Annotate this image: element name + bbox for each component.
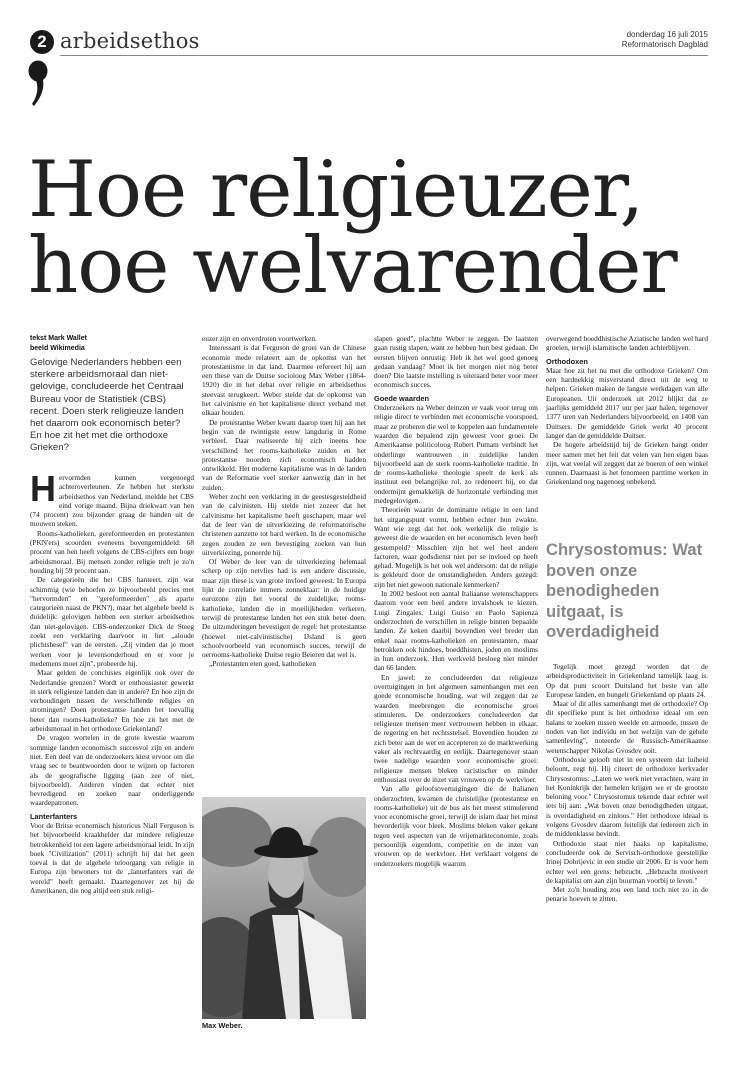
- drop-cap: H: [30, 468, 56, 509]
- byline-image: beeld Wikimedia: [30, 345, 85, 352]
- headline-line-2: hoe welvarender: [28, 221, 677, 311]
- paragraph: Of Weber de leer van de uitverkiezing helemaal scherp op zijn netvlies had is een andere discussie, maar zijn these is van grote invloed geweest. In Europa lijkt de correlatie immers zonneklaar: in de huidige eurozone zijn het vooral de zuidelijke, rooms-katholieke, landen die in moeilijkheden verkeren, terwijl de protestantse landen het een stuk beter doen. De uitzonderingen bevestigen de regel: het protestantse (hoewel niet-calvinistische) IJsland is geen schoolvoorbeeld van economisch succes, terwijl de oerrooms-katholieke Duitse regio Beieren dat wel is.: [202, 557, 366, 660]
- article-column-1: [30, 468, 194, 896]
- header-rule: [60, 55, 708, 56]
- headline-line-1: Hoe religieuzer,: [28, 145, 644, 235]
- paragraph: euzer zijn en onverdroten voortwerken.: [202, 334, 317, 343]
- subheading: Lanterfanters: [30, 811, 78, 821]
- paragraph: Maar hoe zit het nu met die orthodoxe Grieken? Om een hardnekkig misverstand direct uit de weg te helpen: Grieken maken de langste werkdagen van alle Europeanen. Uit onderzoek uit 2012 blijkt dat ze jaarlijks gemiddeld 2017 uur per jaar halen, tegenover 1377 uren van Nederlanders bijvoorbeeld, en 1408 van Duitsers. De gemiddelde Griek werkt 40 procent langer dan de gemiddelde Duitser.: [546, 365, 708, 440]
- article-column-2: [202, 334, 366, 669]
- paragraph: De hogere arbeidstijd bij de Grieken hangt onder meer samen met het feit dat velen van hen eigen baas zijn, wat veelal wil zeggen dat ze boeren of een winkel runnen. Daarnaast is het fenomeen parttime werken in Griekenland nog nagenoeg onbekend.: [546, 440, 708, 487]
- paragraph: slapen goed", plachtte Weber te zeggen. De laatsten gaan rustig slapen, want ze hebben hun best gedaan. De eersten blijven onrustig: Heb ik het wel goed genoeg gedaan vandaag? Moet ik het morgen niet nóg beter doen? Die laatste instelling is uiteraard beter voor meer economisch succes.: [374, 334, 538, 390]
- article-column-4: [546, 334, 708, 487]
- comma-logo: [28, 60, 48, 108]
- byline: [30, 334, 87, 354]
- page-number: 2: [30, 30, 54, 54]
- subheading: Goede waarden: [374, 393, 430, 403]
- paragraph: Orthodoxie staat niet haaks op kapitalisme, concludeerde ook de Servisch-orthodoxe geestelijke Irinej Dobrijevic in een studie uit 2006. Er is voor hem echter wel een grens: hebzucht. „Hebzucht motiveert de kapitalist om aan zijn buurman voorbij te leven.": [546, 838, 708, 885]
- byline-text: tekst Mark Wallet: [30, 335, 87, 342]
- headline: [28, 145, 718, 311]
- pull-quote: Chrysostomus: Wat boven onze benodigheden uitgaat, is overdadigheid: [546, 540, 703, 641]
- paragraph: Theorieën waarin de dominante religie in een land het uitgangspunt vormt, hebben echter hun zwakte. Want wie zegt dat het ook werkelijk die religie is geweest die de waarden en het economisch leven heeft gestempeld? Misschien zijn het wel heel andere factoren, waar godsdienst niet per se invloed op heeft gehad. Mogelijk is het ook wel andersom: dat de religie is gekleurd door de omstandigheden. Anders gezegd: zijn het niet gewoon nationale kenmerken?: [374, 505, 538, 589]
- paragraph: [30, 468, 194, 529]
- paragraph: Van alle geloofsovertuigingen die de Italianen onderzochten, kwamen de christelijke (protestantse en rooms-katholieke) uit de bus als het meest stimulerend voor economische groei, terwijl de islam daar het minst bevorderlijk voor bleek. Moslims bleken vaker gekant tegen veel aspecten van de vrijemarkteconomie, zoals persoonlijk eigendom, competitie en de inzet van vrouwen op de werkvloer. Het verklaart volgens de onderzoekers mogelijk waarom: [374, 784, 538, 868]
- paragraph: Weber zocht een verklaring in de geestesgesteldheid van de calvinisten. Hij stelde niet zozeer dat het calvinisme het kapitalisme heeft geschapen, maar wel dat de leer van de uitverkiezing de reformatorische christenen aanzette tot hard werken. In de economische zegen zouden ze een bevestiging zoeken van hun uitverkiezing, poneerde hij.: [202, 492, 366, 557]
- paragraph: Met zo'n houding zou een land toch niet zo in de penarie hoeven te zitten.: [546, 885, 708, 904]
- paragraph: In 2002 besloot een aantal Italiaanse wetenschappers daarom voor een heel andere invalshoek te kiezen. Luigi Zingales, Luigi Guiso en Paolo Sapienza onderzochten de verschillen in religie binnen bepaalde landen. Ze keken daarbij bovendien veel breder dan enkel naar rooms-katholieken en protestanten, maar betrokken ook hindoes, boeddhisten, joden en moslims in hun onderzoek. Hun werkveld besloeg niet minder dan 66 landen.: [374, 589, 538, 673]
- paragraph: „Protestanten eten goed, katholieken: [209, 659, 316, 669]
- article-column-4-continued: [546, 662, 708, 904]
- paragraph: De protestantse Weber kwam daarop toen hij aan het begin van de twintigste eeuw langdurig in Rome verbleef. Daar realiseerde hij zich ineens hoe verschillend het rooms-katholieke zuiden en het protestantse noorden zich economisch hadden ontwikkeld. Het moderne kapitalisme was in de landen van de Reformatie veel sterker aanwezig dan in het zuiden.: [202, 417, 366, 492]
- intro-paragraph: Gelovige Nederlanders hebben een sterkere arbeidsmoraal dan niet-gelovige, concludeerde het Centraal Bureau voor de Statistiek (CBS) recent. Doen sterk religieuze landen het daarom ook economisch beter? En hoe zit het met die orthodoxe Grieken?: [30, 357, 184, 454]
- paragraph: Tegelijk moet gezegd worden dat de arbeidsproductiviteit in Griekenland tamelijk laag is. Op dat punt scoort Duitsland het beste van alle Europese landen, en bungelt Griekenland op plaats 24.: [546, 662, 708, 699]
- paragraph: De categorieën die het CBS hanteert, zijn wat schimmig (wie behoefen ze bijvoorbeeld precies met "hervormden" en "gereformeerden" als aparte categorieën naast de PKN?), maar het algehele beeld is duidelijk: gelovigen hebben een sterker arbeidsethos dan niet-gelovigen. CBS-onderzoeker Dick de Steeg zoekt een verklaring daarvoor in het „aloude plichtsbesef" van de eersten. „Zij vinden dat je moet werken voor je levensonderhoud en er voor je medemens moet zijn", probeerde hij.: [30, 575, 194, 668]
- paragraph: Rooms-katholieken, gereformeerden en protestanten (PKN'ers) scoorden eveneens bovengemiddeld: 68 procent van hen heeft volgens de CBS-cijfers een hoge arbeidsmoraal. Bij mensen zonder religie treft je zo'n houding bij 59 procent aan.: [30, 528, 194, 575]
- max-weber-photo: [202, 797, 366, 1019]
- paragraph: Interessant is dat Ferguson de groei van de Chinese economie mede relateert aan de opkomst van het protestantisme in dat land. Daarmee refereert hij aan een these van de Duitse socioloog Max Weber (1864-1920) die in het debat over religie en arbeidsethos steevast terugkeert. Weber stelde dat de opkomst van het calvinisme en het kapitalisme direct verband met elkaar houden.: [202, 343, 366, 418]
- newspaper-name: Reformatorisch Dagblad: [621, 40, 708, 49]
- subheading: Orthodoxen: [546, 356, 588, 366]
- article-column-3: [374, 334, 538, 868]
- paragraph: De vragen wortelen in de grote kwestie waarom sommige landen economisch succesvol zijn en andere niet. Een deel van de onderzoekers kiest ervoor om die vraag sec te beantwoorden door te wijzen op factoren als de geografische ligging (aan zee of niet, bijvoorbeeld). Anderen vinden dat echter niet bevredigend en zoeken naar onderliggende waardepatronen.: [30, 733, 194, 808]
- paragraph: Onderzoekers na Weber deinzen er vaak voor terug om religie direct te verbinden met economische voorspoed, maar ze proberen die wel te koppelen aan fundamentele waarden die bepalend zijn geweest voor groei. De Amerikaanse politicoloog Robert Putnam verbindt het onderlinge wantrouwen in zuidelijke landen bijvoorbeeld aan de sterk rooms-katholieke traditie. In de rooms-katholieke theologie speelt de kerk als instituut een belangrijke rol, zo redeneert hij, en dat ondermijnt gemakkelijk de horizontale verbinding met medegelovigen.: [374, 403, 538, 506]
- date: donderdag 16 juli 2015: [626, 30, 708, 39]
- paragraph: overwegend boeddhistische Aziatische landen wel hard groeien, terwijl islamitische landen achterblijven.: [546, 334, 708, 353]
- portrait-image: [202, 797, 366, 1019]
- paragraph: Maar gelden de conclusies eigenlijk ook over de Nederlandse grenzen? Wordt er enthousiaster gewerkt in sterk religieuze landen dan in andere? En hoe zijn de verhoudingen tussen de verschillende religies en stromingen? Doen protestantse landen het toevallig beter dan rooms-katholieke? En hoe zit het met de arbeidsmoraal in het orthodoxe Griekenland?: [30, 668, 194, 734]
- paragraph: Orthodoxie gelooft niet in een systeem dat luiheid beloont, zegt hij. Hij citeert de orthodoxe kerkvader Chrysostomus: „Laten we werk niet verachten, want in het Koninkrijk der hemelen krijgen we er de grootste beloning voor." Chrysostomus tekende daar echter wel iets bij aan: „Wat boven onze benodigdheden uitgaat, is overdadigheid en zinloos." Het orthodoxe ideaal is volgens Gvosdev daarom feitelijk dat iedereen zich in de middenklasse bevindt.: [546, 754, 708, 839]
- paragraph: Maar of dit alles samenhangt met de orthodoxie? Op dit specifieke punt is het orthodoxe ideaal om een balans te zoeken tussen weelde en armoede, tussen de noden van het individu en het welzijn van de gehele samenleving", noteerde de Russisch-Amerikaanse wetenschapper Nikolas Gvosdev ooit.: [546, 699, 708, 755]
- paragraph-text: ervormden kunnen vergenoegd achteroverleunen. Ze hebben het sterkste arbeidsethos van Nederland, meldde het CBS eind vorige maand. Bijna driekwart van hen (74 procent) zou bijzonder graag de handen uit de mouwen steken.: [30, 473, 194, 529]
- photo-caption: Max Weber.: [202, 1021, 243, 1030]
- paragraph: Voor de Britse economisch historicus Niall Ferguson is het bijvoorbeeld kraakhelder dat mindere religieuze betrokkenheid tot een lagere arbeidsmoraal leidt. In zijn boek "Civilization" (2011) schrijft hij dat het geen toeval is dat de algehele teloorgang van religie in Europa zijn bewoners tot de „lanterfanters van de wereld" heeft gemaakt. Daartegenover zet hij de Amerikanen, die nog altijd een stuk religi-: [30, 820, 194, 896]
- dateline: [622, 30, 708, 50]
- section-title: arbeidsethos: [60, 29, 200, 53]
- paragraph: En jawel: ze concludeerden dat religieuze overtuigingen in het algemeen samenhangen met een goede economische houding, wat wil zeggen dat ze waarden meebrengen die economische groei stimuleren. De onderzoekers concludeerden dat religieuze mensen meer vertrouwen hebben in elkaar, de regering en het rechtsstelsel. Bovendien houden ze zich beter aan de wet en accepteren ze de marktwerking vaker als rechtvaardig en eerlijk. Daartegenover staan twee nadelige waarden voor economische groei: religieuze mensen bleken racistischer en minder enthousiast over de inzet van vrouwen op de werkvloer.: [374, 672, 538, 784]
